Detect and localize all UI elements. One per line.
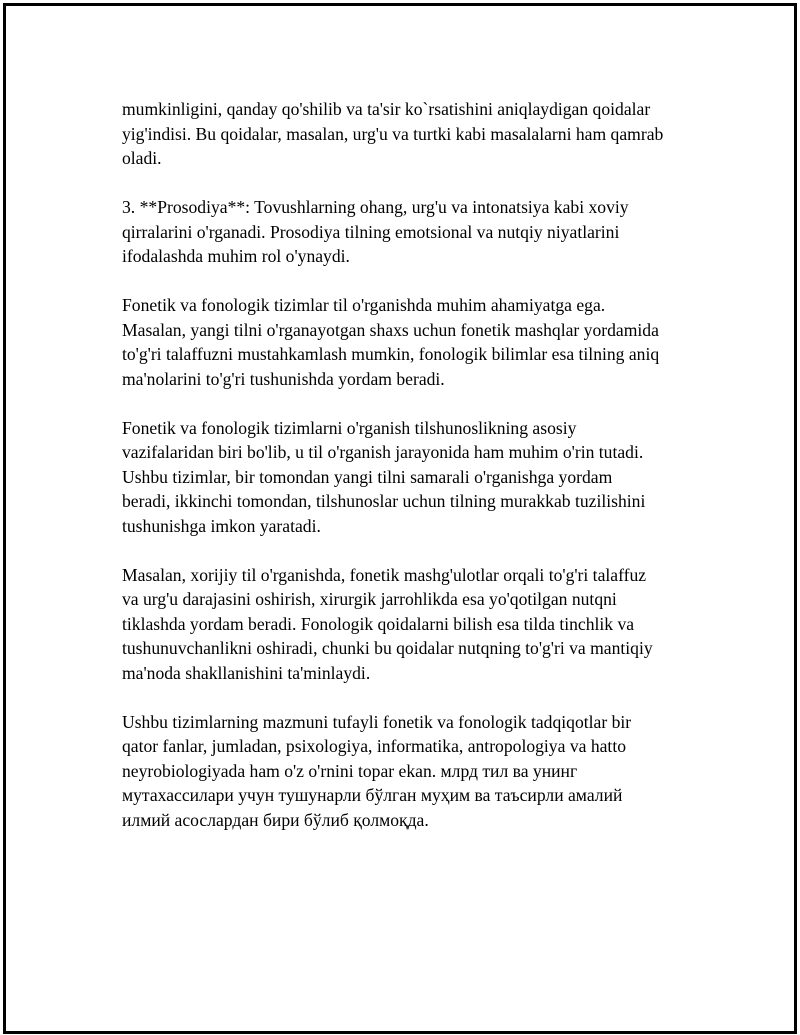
paragraph-5: Masalan, xorijiy til o'rganishda, fonetik mashg'ulotlar orqali to'g'ri talaffuz va urg'u darajasini oshirish, xirurgik jarrohlikda esa yo'qotilgan nutqni tiklashda yordam beradi. Fonologik qoidalarni bilish esa tilda tinchlik va tushunuvchanlikni oshiradi, chunki bu qoidalar nutqning to'g'ri va mantiqiy ma'noda shakllanishini ta'minlaydi. xyxy=(122,564,653,683)
document-body xyxy=(122,97,702,857)
paragraph-6: Ushbu tizimlarning mazmuni tufayli fonetik va fonologik tadqiqotlar bir qator fanlar, jumladan, psixologiya, informatika, antropologiya va hatto neyrobiologiyada ham o'z o'rnini topar ekan. млрд тил ва унинг мутахассилари учун тушунарли бўлган муҳим ва таъсирли амалий илмий асослардан бири бўлиб қолмоқда. xyxy=(122,711,632,830)
paragraph-2: 3. **Prosodiya**: Tovushlarning ohang, urg'u va intonatsiya kabi xoviy qirralarini o'rganadi. Prosodiya tilning emotsional va nutqiy niyatlarini ifodalashda muhim rol o'ynaydi. xyxy=(122,197,629,266)
paragraph-3: Fonetik va fonologik tizimlar til o'rganishda muhim ahamiyatga ega. Masalan, yangi tilni o'rganayotgan shaxs uchun fonetik mashqlar yordamida to'g'ri talaffuzni mustahkamlash mumkin, fonologik bilimlar esa tilning aniq ma'nolarini to'g'ri tushunishda yordam beradi. xyxy=(122,295,660,389)
page-frame xyxy=(3,3,797,1034)
paragraph-4: Fonetik va fonologik tizimlarni o'rganish tilshunoslikning asosiy vazifalaridan biri bo'lib, u til o'rganish jarayonida ham muhim o'rin tutadi. Ushbu tizimlar, bir tomondan yangi tilni samarali o'rganishga yordam beradi, ikkinchi tomondan, tilshunoslar uchun tilning murakkab tuzilishini tushunishga imkon yaratadi. xyxy=(122,417,646,536)
paragraph-1: mumkinligini, qanday qo'shilib va ta'sir ko`rsatishini aniqlaydigan qoidalar yig'indisi. Bu qoidalar, masalan, urg'u va turtki kabi masalalarni ham qamrab oladi. xyxy=(122,99,664,168)
